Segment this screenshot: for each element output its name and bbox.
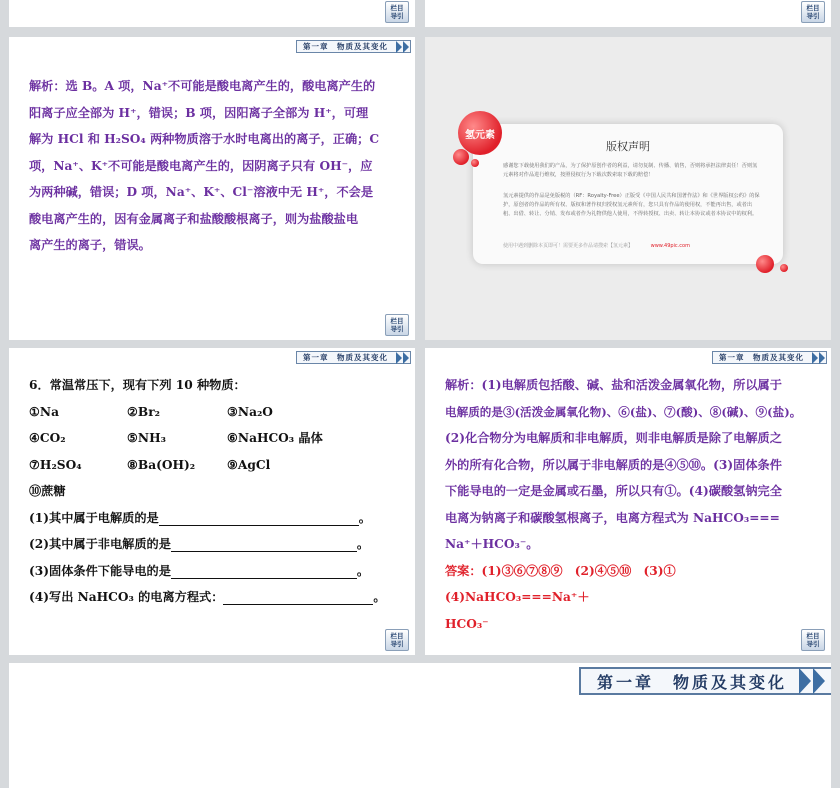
nav-guide-button[interactable]: 栏目 导引 [801, 1, 825, 23]
chevron-icon [811, 352, 825, 364]
chapter-banner: 第一章 物质及其变化 [579, 667, 825, 695]
brand-logo: 氢元素 [458, 111, 502, 155]
question-stem: 6．常温常压下，现有下列 10 种物质： [29, 378, 246, 392]
chevron-icon [395, 352, 409, 364]
nav-guide-button[interactable]: 栏目 导引 [385, 314, 409, 336]
copyright-paragraph-1: 感谢您下载使用我们的产品，为了保护原创作者的利益，请勿复制、传播、销售，否则将承担法律责任！否则氢元素将对作品进行维权，按照侵权行为下载次数索取下载的赔偿！ [503, 163, 758, 178]
chapter-banner: 第一章 物质及其变化 [296, 40, 409, 53]
slide-partial-top-left [9, 0, 415, 27]
answer-blank[interactable] [223, 590, 373, 605]
chevron-icon [395, 41, 409, 53]
slide-explanation-6[interactable] [425, 348, 831, 655]
explanation-text: 解析：(1)电解质包括酸、碱、盐和活泼金属氧化物，所以属于 电解质的是③(活泼金属氧化物)、⑥(盐)、⑦(酸)、⑧(碱)、⑨(盐)。 (2)化合物分为电解质和非电解质，则非电解质是除了电解质之 外的所有化合物，所以属于非电解质的是④⑤⑩。(3)固体条件 下能导电的一定是金属或石墨，所以只有①。(4)碳酸氢钠完全 电离为钠离子和碳酸氢根离子，电离方程式为 NaHCO₃=== Na⁺＋HCO₃⁻。 答案：(1)③⑥⑦⑧⑨ (2)④⑤⑩ (3)① (4)NaHCO₃===Na⁺＋ HCO₃⁻ [445, 372, 817, 637]
substance-row: ④CO₂ ⑤NH₃ ⑥NaHCO₃ 晶体 [29, 431, 323, 445]
nav-guide-button[interactable]: 栏目 导引 [385, 629, 409, 651]
sub-question-2: (2)其中属于非电解质的是 。 [29, 537, 370, 551]
substance-row: ①Na ②Br₂ ③Na₂O [29, 404, 273, 419]
slide-explanation-b[interactable] [9, 37, 415, 340]
answer-blank[interactable] [171, 564, 357, 579]
copyright-card [473, 124, 783, 264]
sub-question-4: (4)写出 NaHCO₃ 的电离方程式： 。 [29, 590, 386, 604]
copyright-title: 版权声明 [606, 140, 650, 153]
answer-blank[interactable] [159, 511, 359, 526]
chapter-banner: 第一章 物质及其变化 [296, 351, 409, 364]
chevron-icon [797, 668, 825, 694]
chapter-banner: 第一章 物质及其变化 [712, 351, 825, 364]
answer-blank[interactable] [171, 537, 357, 552]
slide-copyright[interactable] [425, 37, 831, 340]
answer-text-cont: HCO₃⁻ [445, 616, 489, 631]
decor-dot-icon [756, 255, 774, 273]
nav-guide-button[interactable]: 栏目 导引 [801, 629, 825, 651]
sub-question-3: (3)固体条件下能导电的是 。 [29, 563, 370, 578]
decor-dot-icon [471, 159, 479, 167]
slide-question-6[interactable] [9, 348, 415, 655]
slide-partial-top-right [425, 0, 831, 27]
explanation-text: 解析：选 B。A 项，Na⁺不可能是酸电离产生的，酸电离产生的 阳离子应全部为 H⁺，错误；B 项，因阳离子全部为 H⁺，可理 解为 HCl 和 H₂SO₄ 两种物质溶于水时电离出的离子，正确；C 项，Na⁺、K⁺不可能是酸电离产生的，因阴离子只有 OH⁻，应 为两种碱，错误；D 项，Na⁺、K⁺、Cl⁻溶液中无 H⁺，不会是 酸电离产生的，因有金属离子和盐酸酸根离子，则为盐酸盐电 离产生的离子，错误。 [29, 79, 380, 252]
site-url[interactable]: www.49pic.com [650, 243, 690, 249]
slide-next[interactable] [9, 663, 831, 788]
decor-dot-icon [453, 149, 469, 165]
answer-text: 答案：(1)③⑥⑦⑧⑨ (2)④⑤⑩ (3)① (4)NaHCO₃===Na⁺＋ [445, 563, 688, 604]
question-text: 6．常温常压下，现有下列 10 种物质： ①Na ②Br₂ ③Na₂O ④CO₂ ⑤NH₃ ⑥NaHCO₃ 晶体 ⑦H₂SO₄ ⑧Ba(OH)₂ ⑨AgCl ⑩蔗糖 (1)其中属于电解质的是 。 (2)其中属于非电解质的是 。 (3)固体条件下能导电的是 。 (4)写出 NaHCO₃ 的电离方程式： 。 [29, 372, 399, 611]
decor-dot-icon [780, 264, 788, 272]
copyright-footer: 使用中遇到删除本页即可！需要更多作品请搜索【氢元素】 www.49pic.com [503, 243, 690, 249]
nav-guide-button[interactable]: 栏目 导引 [385, 1, 409, 23]
sub-question-1: (1)其中属于电解质的是 。 [29, 510, 371, 525]
substance-row: ⑦H₂SO₄ ⑧Ba(OH)₂ ⑨AgCl [29, 457, 271, 472]
copyright-paragraph-2: 氢元素提供的作品是免版税的（RF：Royalty-Free）正版受《中国人民共和国著作法》和《世界版权公约》的保护，原创者的作品的所有权、版权和著作权归授权氢元素所有，您只具有作品的使用权，不能再出售，或者出租、出借、转让、分销、发布或者作为礼物供他人使用，不得转授权、出卖、转让本协议或者本协议中的权利。 [503, 193, 760, 217]
